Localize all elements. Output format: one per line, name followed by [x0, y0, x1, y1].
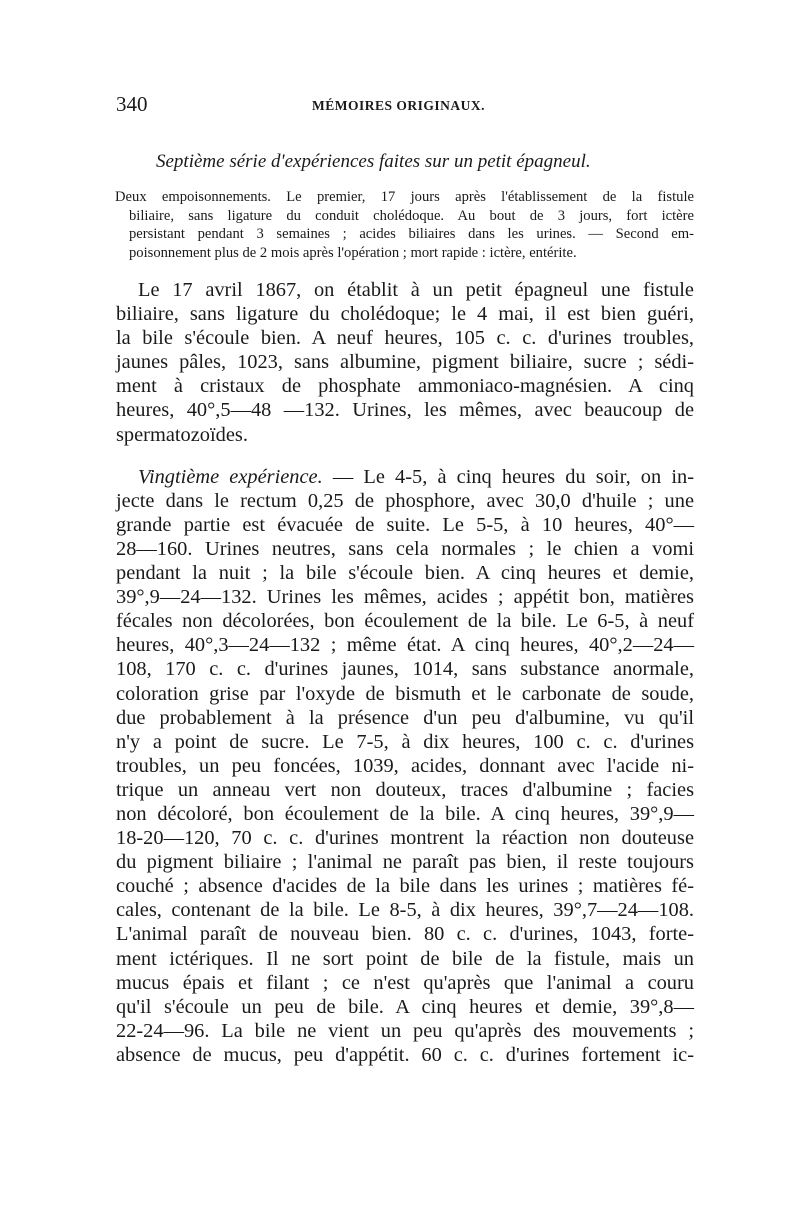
text-line: jecte dans le rectum 0,25 de phosphore, avec 30,0 d'huile ; une: [116, 489, 694, 512]
text-line: 108, 170 c. c. d'urines jaunes, 1014, sans substance anormale,: [116, 658, 694, 681]
experiment-label: Vingtième expérience.: [138, 465, 323, 488]
section-summary: [116, 188, 694, 262]
text-line: 22-24—96. La bile ne vient un peu qu'après des mouvements ;: [116, 1019, 694, 1042]
book-page: [116, 92, 694, 1067]
text-line: biliaire, sans ligature du cholédoque; le 4 mai, il est bien guéri,: [116, 303, 694, 326]
page-number: 340: [116, 92, 148, 116]
text-line: la bile s'écoule bien. A neuf heures, 105 c. c. d'urines troubles,: [116, 327, 694, 350]
text-line: du pigment biliaire ; l'animal ne paraît pas bien, il reste toujours: [116, 851, 694, 874]
text-line: couché ; absence d'acides de la bile dans les urines ; matières fé-: [116, 875, 694, 898]
text-line: 28—160. Urines neutres, sans cela normales ; le chien a vomi: [116, 537, 694, 560]
text-line: coloration grise par l'oxyde de bismuth et le carbonate de soude,: [116, 682, 694, 705]
text-line: L'animal paraît de nouveau bien. 80 c. c. d'urines, 1043, forte-: [116, 923, 694, 946]
paragraph-1: [116, 278, 694, 447]
text-line: non décoloré, bon écoulement de la bile. A cinq heures, 39°,9—: [116, 802, 694, 825]
text-line: pendant la nuit ; la bile s'écoule bien. A cinq heures et demie,: [116, 562, 694, 585]
paragraph-2: [116, 465, 694, 1067]
text-line: ment ictériques. Il ne sort point de bile de la fistule, mais un: [116, 947, 694, 970]
text-line: heures, 40°,3—24—132 ; même état. A cinq heures, 40°,2—24—: [116, 634, 694, 657]
text-line: ment à cristaux de phosphate ammoniaco-magnésien. A cinq: [116, 375, 694, 398]
text-line: fécales non décolorées, bon écoulement de la bile. Le 6-5, à neuf: [116, 610, 694, 633]
section-heading: Septième série d'expériences faites sur un petit épagneul.: [156, 151, 591, 172]
running-head: [116, 92, 694, 122]
summary-line: persistant pendant 3 semaines ; acides biliaires dans les urines. — Second em-: [129, 226, 694, 242]
text-line: spermatozoïdes.: [116, 423, 248, 446]
text-line: grande partie est évacuée de suite. Le 5-5, à 10 heures, 40°—: [116, 513, 694, 536]
summary-line: Deux empoisonnements. Le premier, 17 jours après l'établissement de la fistule: [115, 189, 694, 205]
text-line: 18-20—120, 70 c. c. d'urines montrent la réaction non douteuse: [116, 827, 694, 850]
text-line: due probablement à la présence d'un peu d'albumine, vu qu'il: [116, 706, 694, 729]
text-line: heures, 40°,5—48 —132. Urines, les mêmes, avec beaucoup de: [116, 399, 694, 422]
summary-line: biliaire, sans ligature du conduit cholédoque. Au bout de 3 jours, fort ictère: [129, 207, 694, 224]
text-line: cales, contenant de la bile. Le 8-5, à dix heures, 39°,7—24—108.: [116, 899, 694, 922]
text-line: mucus épais et filant ; ce n'est qu'après que l'animal a couru: [116, 971, 694, 994]
text-line: absence de mucus, peu d'appétit. 60 c. c. d'urines fortement ic-: [116, 1043, 694, 1066]
text-line: troubles, un peu foncées, 1039, acides, donnant avec l'acide ni-: [116, 754, 694, 777]
text-line: qu'il s'écoule un peu de bile. A cinq heures et demie, 39°,8—: [116, 995, 694, 1018]
text-fragment: — Le 4-5, à cinq heures du soir, on in-: [322, 465, 694, 488]
text-line: 39°,9—24—132. Urines les mêmes, acides ; appétit bon, matières: [116, 586, 694, 609]
text-line: trique un anneau vert non douteux, traces d'albumine ; facies: [116, 778, 694, 801]
text-line: [116, 465, 694, 489]
text-line: n'y a point de sucre. Le 7-5, à dix heures, 100 c. c. d'urines: [116, 730, 694, 753]
summary-line: poisonnement plus de 2 mois après l'opération ; mort rapide : ictère, entérite.: [129, 244, 577, 261]
text-line: jaunes pâles, 1023, sans albumine, pigment biliaire, sucre ; sédi-: [116, 351, 694, 374]
running-title: MÉMOIRES ORIGINAUX.: [312, 98, 486, 113]
text-line: Le 17 avril 1867, on établit à un petit épagneul une fistule: [138, 279, 694, 301]
